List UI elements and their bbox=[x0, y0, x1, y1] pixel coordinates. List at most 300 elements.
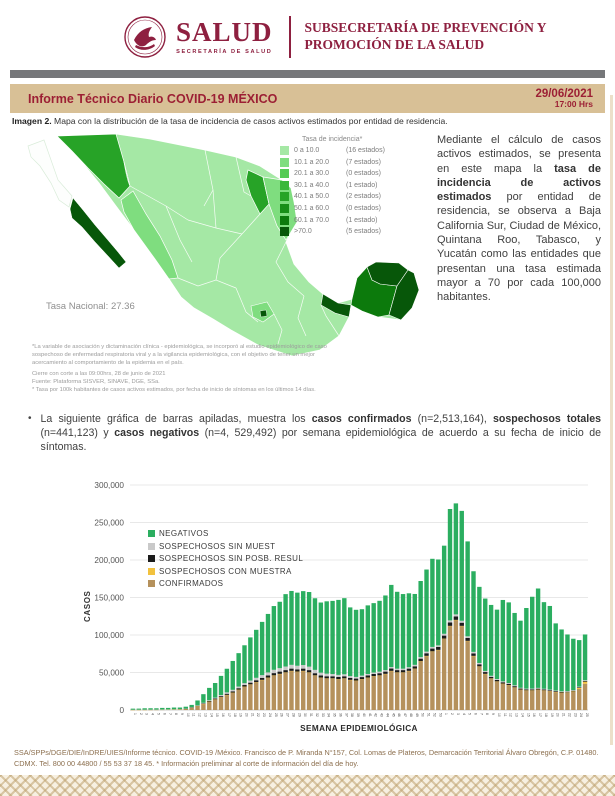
bar-segment bbox=[213, 700, 217, 711]
bar-segment bbox=[201, 704, 205, 710]
bar-segment bbox=[418, 581, 422, 657]
bar-segment bbox=[454, 614, 458, 616]
bar-segment bbox=[283, 667, 287, 671]
legend-swatch-icon bbox=[280, 227, 289, 236]
bar-segment bbox=[131, 709, 135, 710]
bar-segment bbox=[413, 665, 417, 666]
bar-segment bbox=[395, 669, 399, 670]
chart-legend-swatch-icon bbox=[148, 568, 155, 575]
bar-segment bbox=[465, 636, 469, 638]
x-tick-label: 47 bbox=[403, 713, 407, 717]
division-title-line1: SUBSECRETARÍA DE PREVENCIÓN Y bbox=[304, 20, 547, 36]
chart-legend-label: SOSPECHOSOS CON MUESTRA bbox=[159, 566, 292, 576]
chart-description-text bbox=[41, 413, 601, 455]
bar-segment bbox=[325, 674, 329, 677]
bar-segment bbox=[430, 559, 434, 647]
chart-legend-swatch-icon bbox=[148, 555, 155, 562]
bar-segment bbox=[248, 685, 252, 711]
bar-segment bbox=[295, 669, 299, 671]
x-tick-label: 46 bbox=[397, 713, 402, 717]
bar-segment bbox=[248, 681, 252, 683]
bar-segment bbox=[483, 599, 487, 671]
x-tick-label: 42 bbox=[373, 713, 378, 717]
x-tick-label: 32 bbox=[315, 713, 319, 717]
bar-segment bbox=[219, 696, 223, 697]
bar-segment bbox=[401, 669, 405, 670]
y-tick-label: 300,000 bbox=[94, 481, 124, 490]
bar-segment bbox=[330, 674, 334, 676]
x-tick-label: 12 bbox=[197, 713, 202, 717]
bar-segment bbox=[295, 666, 299, 670]
bar-segment bbox=[559, 692, 563, 693]
bar-segment bbox=[548, 691, 552, 710]
x-tick-label: 24 bbox=[579, 713, 584, 717]
bar-segment bbox=[395, 670, 399, 672]
bar-segment bbox=[401, 594, 405, 669]
chart-legend-item bbox=[148, 542, 303, 551]
bar-segment bbox=[213, 698, 217, 699]
bar-segment bbox=[512, 613, 516, 685]
bar-segment bbox=[254, 682, 258, 710]
bar-segment bbox=[530, 689, 534, 690]
x-tick-label: 18 bbox=[544, 713, 548, 717]
chart-legend-swatch-icon bbox=[148, 530, 155, 537]
bar-segment bbox=[377, 601, 381, 672]
decorative-border-pattern bbox=[0, 775, 615, 796]
legend-range-label: 10.1 a 20.0 bbox=[294, 158, 330, 166]
bar-segment bbox=[413, 669, 417, 710]
report-datetime bbox=[535, 88, 593, 110]
x-tick-label: 20 bbox=[244, 713, 249, 717]
bar-segment bbox=[430, 647, 434, 649]
x-tick-label: 30 bbox=[303, 713, 308, 717]
bar-segment bbox=[272, 676, 276, 711]
bar-segment bbox=[231, 690, 235, 692]
map-footnote-cutoff: Cierre con corte a las 09:00hrs, 28 de junio de 2021 bbox=[32, 371, 166, 378]
bar-segment bbox=[377, 673, 381, 675]
bar-segment bbox=[471, 571, 475, 652]
state-baja-california bbox=[28, 140, 72, 207]
bar-segment bbox=[283, 670, 287, 672]
bar-segment bbox=[354, 677, 358, 679]
y-tick-label: 0 bbox=[119, 706, 124, 715]
bar-segment bbox=[242, 685, 246, 687]
x-tick-label: 12 bbox=[508, 713, 513, 717]
bar-segment bbox=[236, 690, 240, 710]
bar-segment bbox=[442, 634, 446, 636]
bar-segment bbox=[454, 620, 458, 710]
map-footnote-1: *La variable de asociación y dictaminación clínica - epidemiológica, se incorporó al estudio epidemiológico de caso sospechoso de enfermedad respiratoria viral y a la vigilancia epidemiológica, con el objetivo de tener un mejor acercamiento al comportamiento de la epidemia en el país. bbox=[32, 344, 327, 366]
national-rate-label: Tasa Nacional: 27.36 bbox=[46, 301, 135, 312]
bullet-bold-confirmados: casos confirmados bbox=[311, 413, 412, 425]
salud-logo bbox=[176, 19, 273, 55]
bar-segment bbox=[465, 641, 469, 710]
bar-segment bbox=[319, 678, 323, 710]
bar-segment bbox=[260, 678, 264, 680]
legend-range-label: 40.1 a 50.0 bbox=[294, 193, 330, 201]
bar-segment bbox=[201, 694, 205, 703]
bar-segment bbox=[266, 675, 270, 677]
bar-segment bbox=[313, 676, 317, 711]
salud-logo-text: SALUD bbox=[176, 17, 273, 47]
x-tick-label: 40 bbox=[361, 713, 366, 717]
bar-segment bbox=[371, 676, 375, 710]
bar-segment bbox=[507, 602, 511, 683]
x-tick-label: 20 bbox=[555, 713, 560, 717]
bar-segment bbox=[307, 592, 311, 667]
bar-segment bbox=[524, 689, 528, 690]
bar-segment bbox=[289, 665, 293, 669]
x-tick-label: 14 bbox=[520, 713, 525, 717]
bullet-t4: (n=4, 529,492) por semana epidemiológica de acuerdo a su fecha de inicio de síntomas. bbox=[40, 426, 601, 453]
chart-legend-label: SOSPECHOSOS SIN POSB. RESUL bbox=[159, 554, 304, 564]
bar-segment bbox=[536, 589, 540, 688]
bar-segment bbox=[283, 673, 287, 711]
bar-segment bbox=[577, 687, 581, 688]
bar-segment bbox=[401, 673, 405, 711]
bar-segment bbox=[583, 634, 587, 680]
bar-segment bbox=[254, 630, 258, 678]
bar-segment bbox=[207, 702, 211, 710]
bar-segment bbox=[583, 680, 587, 681]
bar-segment bbox=[289, 591, 293, 665]
x-tick-label: 15 bbox=[215, 713, 220, 717]
chart-legend bbox=[148, 529, 303, 592]
bar-segment bbox=[571, 692, 575, 710]
bar-segment bbox=[518, 690, 522, 710]
bar-segment bbox=[272, 673, 276, 675]
bar-segment bbox=[577, 640, 581, 687]
bar-segment bbox=[489, 677, 493, 679]
bar-segment bbox=[325, 679, 329, 711]
legend-swatch-icon bbox=[280, 146, 289, 155]
bar-segment bbox=[154, 708, 158, 709]
bar-segment bbox=[178, 708, 182, 710]
bar-segment bbox=[201, 703, 205, 704]
bar-segment bbox=[501, 681, 505, 682]
x-tick-label: 22 bbox=[567, 713, 572, 717]
bar-segment bbox=[465, 541, 469, 636]
bar-segment bbox=[266, 614, 270, 673]
bar-segment bbox=[289, 669, 293, 671]
legend-count-label: (16 estados) bbox=[346, 147, 385, 154]
bar-segment bbox=[319, 676, 323, 678]
legend-count-label: (1 estado) bbox=[346, 216, 378, 224]
bar-segment bbox=[565, 693, 569, 710]
x-tick-label: 9 bbox=[179, 713, 184, 715]
bar-segment bbox=[565, 692, 569, 693]
x-tick-label: 7 bbox=[168, 713, 173, 715]
bar-segment bbox=[489, 605, 493, 676]
bar-segment bbox=[195, 700, 199, 705]
bar-segment bbox=[360, 676, 364, 678]
bar-segment bbox=[583, 682, 587, 684]
x-tick-label: 35 bbox=[332, 713, 337, 717]
bar-segment bbox=[342, 598, 346, 674]
x-tick-label: 19 bbox=[549, 713, 554, 717]
bar-segment bbox=[430, 649, 434, 652]
gray-rule bbox=[10, 70, 605, 78]
bar-segment bbox=[395, 673, 399, 711]
y-axis-title: CASOS bbox=[83, 590, 92, 622]
x-tick-label: 24 bbox=[268, 713, 272, 717]
legend-range-label: 20.1 a 30.0 bbox=[294, 170, 330, 178]
chart-legend-label: CONFIRMADOS bbox=[159, 579, 224, 589]
map-footnote-rate: * Tasa por 100k habitantes de casos activos estimados, por fecha de inicio de síntomas en los últimos 14 días. bbox=[32, 387, 316, 394]
bar-segment bbox=[554, 691, 558, 692]
chart-legend-swatch-icon bbox=[148, 580, 155, 587]
salud-logo-subtext: SECRETARÍA DE SALUD bbox=[176, 49, 273, 55]
map-legend-item bbox=[280, 158, 430, 167]
bar-segment bbox=[301, 665, 305, 669]
bar-segment bbox=[554, 692, 558, 710]
stacked-bar-chart-section bbox=[22, 472, 600, 742]
bar-segment bbox=[542, 689, 546, 690]
x-tick-label: 39 bbox=[356, 713, 361, 717]
bar-segment bbox=[483, 674, 487, 710]
legend-range-label: 0 a 10.0 bbox=[294, 147, 320, 154]
bar-segment bbox=[495, 610, 499, 679]
bar-segment bbox=[260, 622, 264, 675]
bar-segment bbox=[336, 675, 340, 677]
bar-segment bbox=[512, 688, 516, 711]
x-tick-label: 15 bbox=[526, 713, 531, 717]
bar-segment bbox=[225, 669, 229, 693]
bar-segment bbox=[207, 700, 211, 701]
bar-segment bbox=[559, 629, 563, 691]
bar-segment bbox=[231, 693, 235, 710]
bullet-t3: (n=441,123) y bbox=[40, 426, 115, 439]
bar-segment bbox=[219, 676, 223, 695]
bar-segment bbox=[571, 639, 575, 690]
x-tick-label: 10 bbox=[497, 713, 501, 717]
bar-segment bbox=[225, 692, 229, 693]
bar-segment bbox=[477, 587, 481, 663]
bar-segment bbox=[460, 511, 464, 621]
bar-segment bbox=[272, 670, 276, 673]
x-tick-label: 23 bbox=[573, 713, 578, 717]
bar-segment bbox=[518, 688, 522, 689]
bar-segment bbox=[313, 673, 317, 675]
x-tick-label: 1 bbox=[444, 713, 449, 715]
bar-segment bbox=[383, 670, 387, 672]
bar-segment bbox=[348, 676, 352, 678]
report-date: 29/06/2021 bbox=[535, 87, 593, 100]
x-tick-label: 4 bbox=[461, 713, 466, 715]
x-tick-label: 23 bbox=[262, 713, 267, 717]
image-caption bbox=[12, 116, 448, 126]
map-legend-item bbox=[280, 204, 430, 213]
bar-segment bbox=[242, 687, 246, 710]
x-tick-label: 17 bbox=[226, 713, 231, 717]
x-tick-label: 13 bbox=[203, 713, 208, 717]
bar-segment bbox=[260, 680, 264, 710]
legend-range-label: 60.1 a 70.0 bbox=[294, 216, 330, 224]
bar-segment bbox=[213, 683, 217, 698]
bar-segment bbox=[424, 653, 428, 656]
bar-segment bbox=[248, 683, 252, 685]
x-tick-label: 16 bbox=[532, 713, 537, 717]
bar-segment bbox=[289, 671, 293, 710]
bar-segment bbox=[236, 688, 240, 689]
bar-segment bbox=[501, 600, 505, 681]
bar-segment bbox=[483, 672, 487, 674]
bar-segment bbox=[254, 680, 258, 682]
chart-legend-label: SOSPECHOSOS SIN MUEST bbox=[159, 541, 276, 551]
bar-segment bbox=[471, 653, 475, 655]
legend-count-label: (0 estados) bbox=[346, 170, 382, 178]
x-tick-label: 51 bbox=[426, 713, 431, 717]
map-legend-item bbox=[280, 216, 430, 225]
bar-segment bbox=[283, 594, 287, 666]
bar-segment bbox=[407, 667, 411, 668]
bar-segment bbox=[495, 680, 499, 681]
bar-segment bbox=[231, 661, 235, 690]
bar-segment bbox=[413, 594, 417, 665]
map-legend-title: Tasa de incidencia* bbox=[302, 136, 363, 143]
y-tick-label: 50,000 bbox=[98, 668, 124, 678]
bar-segment bbox=[460, 623, 464, 626]
x-tick-label: 21 bbox=[250, 713, 255, 717]
x-tick-label: 41 bbox=[367, 713, 372, 717]
bar-segment bbox=[577, 688, 581, 689]
x-tick-label: 16 bbox=[221, 713, 225, 717]
x-tick-label: 11 bbox=[502, 713, 507, 717]
bar-segment bbox=[301, 669, 305, 671]
y-tick-label: 150,000 bbox=[94, 593, 124, 603]
bar-segment bbox=[336, 679, 340, 710]
report-title-bar bbox=[10, 84, 605, 113]
legend-swatch-icon bbox=[280, 181, 289, 190]
bar-segment bbox=[219, 695, 223, 696]
x-tick-label: 6 bbox=[473, 713, 478, 715]
legend-swatch-icon bbox=[280, 158, 289, 167]
map-legend-item bbox=[280, 146, 430, 155]
x-tick-label: 2 bbox=[450, 713, 454, 715]
bar-segment bbox=[454, 503, 458, 614]
bar-segment bbox=[213, 699, 217, 700]
bar-segment bbox=[389, 667, 393, 669]
x-tick-label: 2 bbox=[138, 713, 143, 715]
map-legend-item bbox=[280, 192, 430, 201]
bar-segment bbox=[436, 647, 440, 650]
map-legend-item bbox=[280, 227, 430, 236]
bar-segment bbox=[448, 509, 452, 620]
x-tick-label: 7 bbox=[479, 713, 484, 715]
bar-segment bbox=[366, 676, 370, 678]
bar-segment bbox=[583, 681, 587, 682]
bar-segment bbox=[266, 672, 270, 675]
bar-segment bbox=[219, 697, 223, 710]
division-title-line2: PROMOCIÓN DE LA SALUD bbox=[304, 37, 485, 52]
bar-segment bbox=[389, 671, 393, 710]
legend-count-label: (2 estados) bbox=[346, 193, 382, 201]
image-caption-text: Mapa con la distribución de la tasa de incidencia de casos activos estimados por entidad de residencia. bbox=[51, 116, 448, 126]
bar-segment bbox=[477, 667, 481, 711]
legend-swatch-icon bbox=[280, 216, 289, 225]
x-tick-label: 27 bbox=[285, 713, 290, 717]
bar-segment bbox=[571, 691, 575, 692]
bar-segment bbox=[483, 671, 487, 672]
bullet-t2: (n=2,513,164), bbox=[411, 413, 494, 425]
bar-segment bbox=[295, 593, 299, 666]
bar-segment bbox=[325, 601, 329, 673]
header-divider bbox=[289, 16, 291, 58]
legend-count-label: (0 estados) bbox=[346, 204, 382, 212]
bar-segment bbox=[477, 664, 481, 666]
bullet-t1: La siguiente gráfica de barras apiladas, muestra los bbox=[40, 413, 312, 425]
chart-legend-item bbox=[148, 567, 303, 576]
bar-segment bbox=[524, 689, 528, 690]
x-tick-label: 44 bbox=[385, 713, 390, 717]
bar-segment bbox=[559, 693, 563, 710]
legend-count-label: (1 estado) bbox=[346, 181, 378, 189]
bar-segment bbox=[137, 709, 141, 710]
map-legend-item bbox=[280, 181, 430, 190]
bar-segment bbox=[330, 601, 334, 674]
bar-segment bbox=[148, 708, 152, 709]
bar-segment bbox=[448, 620, 452, 622]
bar-segment bbox=[278, 672, 282, 674]
bar-segment bbox=[530, 691, 534, 711]
bar-segment bbox=[512, 686, 516, 687]
y-tick-label: 200,000 bbox=[94, 556, 124, 565]
bar-segment bbox=[207, 701, 211, 702]
bar-segment bbox=[460, 626, 464, 710]
map-footnotes bbox=[32, 344, 332, 395]
x-tick-label: 28 bbox=[291, 713, 296, 717]
x-tick-label: 52 bbox=[432, 713, 437, 717]
bar-segment bbox=[307, 670, 311, 672]
bar-segment bbox=[418, 657, 422, 659]
bar-segment bbox=[195, 706, 199, 710]
bar-segment bbox=[413, 666, 417, 668]
chart-legend-item bbox=[148, 529, 303, 538]
bar-segment bbox=[307, 667, 311, 670]
bar-segment bbox=[348, 678, 352, 680]
x-tick-label: 45 bbox=[391, 713, 396, 717]
legend-range-label: >70.0 bbox=[294, 228, 312, 236]
bar-segment bbox=[495, 679, 499, 680]
map-footnote-source: Fuente: Plataforma SISVER, SINAVE, DGE, SSa. bbox=[32, 379, 160, 386]
bullet-bold-sospechosos: sospechosos totales bbox=[493, 413, 602, 425]
bar-segment bbox=[401, 670, 405, 672]
x-tick-label: 14 bbox=[209, 713, 214, 717]
x-tick-label: 25 bbox=[273, 713, 278, 717]
x-tick-label: 10 bbox=[185, 713, 190, 717]
bar-segment bbox=[172, 708, 176, 710]
bar-segment bbox=[454, 616, 458, 619]
bar-segment bbox=[536, 688, 540, 689]
legend-count-label: (7 estados) bbox=[346, 158, 382, 166]
bar-segment bbox=[530, 689, 534, 690]
bar-segment bbox=[424, 656, 428, 710]
legend-range-label: 30.1 a 40.0 bbox=[294, 181, 330, 189]
legend-range-label: 50.1 a 60.0 bbox=[294, 204, 330, 212]
image-caption-label: Imagen 2. bbox=[12, 116, 52, 126]
bar-segment bbox=[559, 691, 563, 692]
bar-segment bbox=[371, 674, 375, 676]
bar-segment bbox=[336, 677, 340, 679]
report-title: Informe Técnico Diario COVID-19 MÉXICO bbox=[28, 91, 278, 106]
y-tick-label: 100,000 bbox=[94, 631, 124, 640]
bar-segment bbox=[436, 645, 440, 647]
x-tick-label: 18 bbox=[232, 713, 237, 717]
bar-segment bbox=[542, 602, 546, 689]
bar-segment bbox=[436, 559, 440, 645]
bar-segment bbox=[430, 652, 434, 711]
x-tick-label: 48 bbox=[408, 713, 413, 717]
